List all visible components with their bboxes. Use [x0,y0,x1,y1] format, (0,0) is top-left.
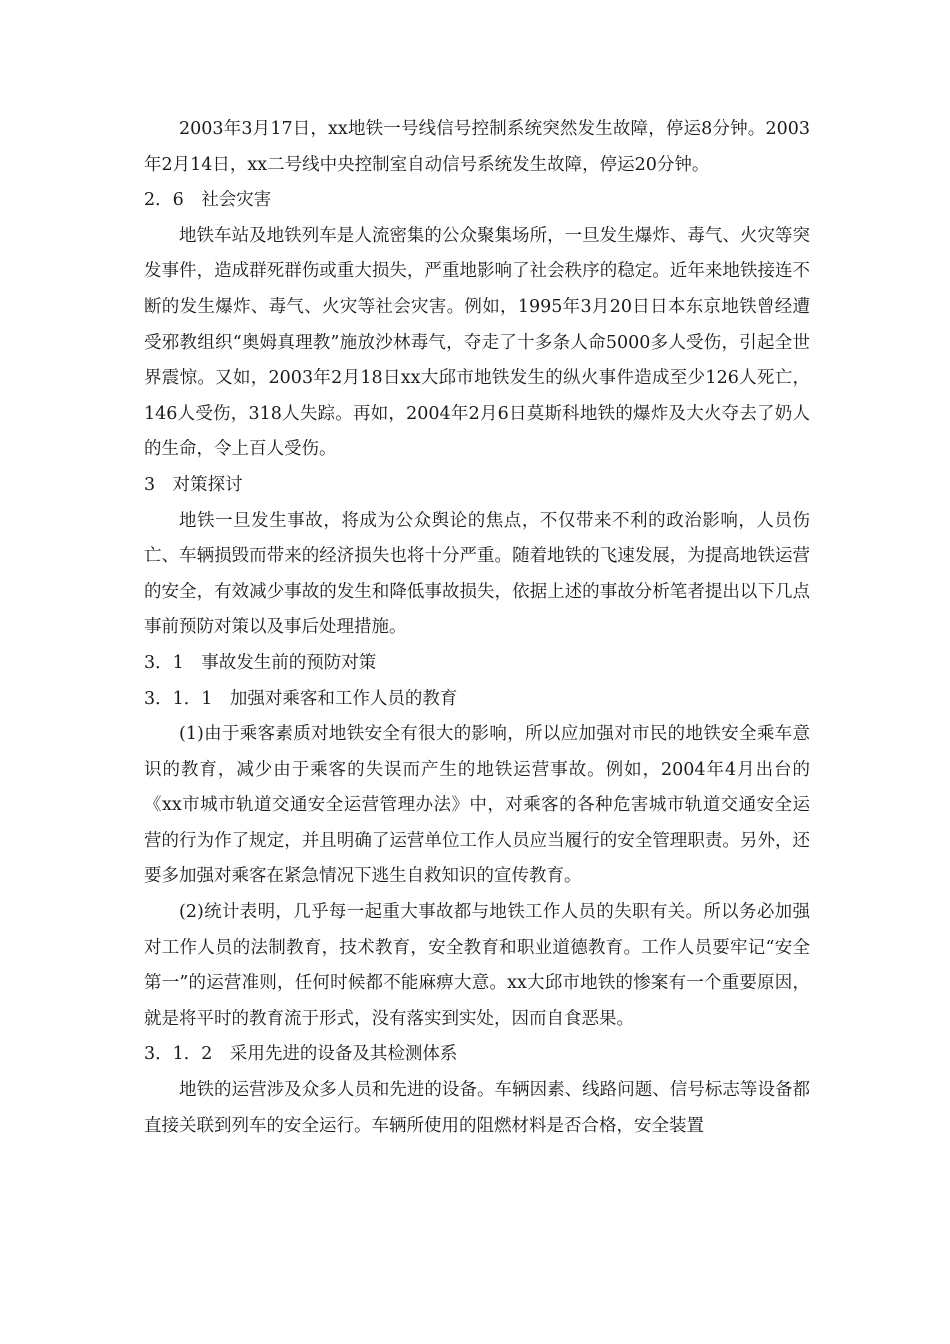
paragraph-signal-failures: 2003年3月17日，xx地铁一号线信号控制系统突然发生故障，停运8分钟。2003年2月14日，xx二号线中央控制室自动信号系统发生故障，停运20分钟。 [144,119,810,175]
section-heading-3-1-1: 3．1．1 加强对乘客和工作人员的教育 [144,688,458,709]
section-heading-2-6: 2．6 社会灾害 [144,190,272,211]
document-body [144,112,810,1144]
section-heading-3: 3 对策探讨 [144,474,243,495]
paragraph-advanced-equipment: 地铁的运营涉及众多人员和先进的设备。车辆因素、线路问题、信号标志等设备都直接关联到列车的安全运行。车辆所使用的阻燃材料是否合格，安全装置 [144,1080,810,1136]
section-heading-3-1: 3．1 事故发生前的预防对策 [144,652,377,673]
paragraph-countermeasures-intro: 地铁一旦发生事故，将成为公众舆论的焦点，不仅带来不利的政治影响，人员伤亡、车辆损毁而带来的经济损失也将十分严重。随着地铁的飞速发展，为提高地铁运营的安全，有效减少事故的发生和降低事故损失，依据上述的事故分析笔者提出以下几点事前预防对策以及事后处理措施。 [144,510,810,638]
paragraph-staff-education: (2)统计表明，几乎每一起重大事故都与地铁工作人员的失职有关。所以务必加强对工作人员的法制教育，技术教育，安全教育和职业道德教育。工作人员要牢记“安全第一”的运营准则，任何时候都不能麻痹大意。xx大邱市地铁的惨案有一个重要原因，就是将平时的教育流于形式，没有落实到实处，因而自食恶果。 [144,902,810,1029]
section-heading-3-1-2: 3．1．2 采用先进的设备及其检测体系 [144,1044,458,1065]
paragraph-passenger-education: (1)由于乘客素质对地铁安全有很大的影响，所以应加强对市民的地铁安全乘车意识的教育，减少由于乘客的失误而产生的地铁运营事故。例如，2004年4月出台的《xx市城市轨道交通安全运营管理办法》中，对乘客的各种危害城市轨道交通安全运营的行为作了规定，并且明确了运营单位工作人员应当履行的安全管理职责。另外，还要多加强对乘客在紧急情况下逃生自救知识的宣传教育。 [144,724,810,887]
paragraph-social-disasters: 地铁车站及地铁列车是人流密集的公众聚集场所，一旦发生爆炸、毒气、火灾等突发事件，造成群死群伤或重大损失，严重地影响了社会秩序的稳定。近年来地铁接连不断的发生爆炸、毒气、火灾等社会灾害。例如，1995年3月20日日本东京地铁曾经遭受邪教组织“奥姆真理教”施放沙林毒气，夺走了十多条人命5000多人受伤，引起全世界震惊。又如，2003年2月18日xx大邱市地铁发生的纵火事件造成至少126人死亡，146人受伤，318人失踪。再如，2004年2月6日莫斯科地铁的爆炸及大火夺去了奶人的生命，令上百人受伤。 [144,225,810,460]
